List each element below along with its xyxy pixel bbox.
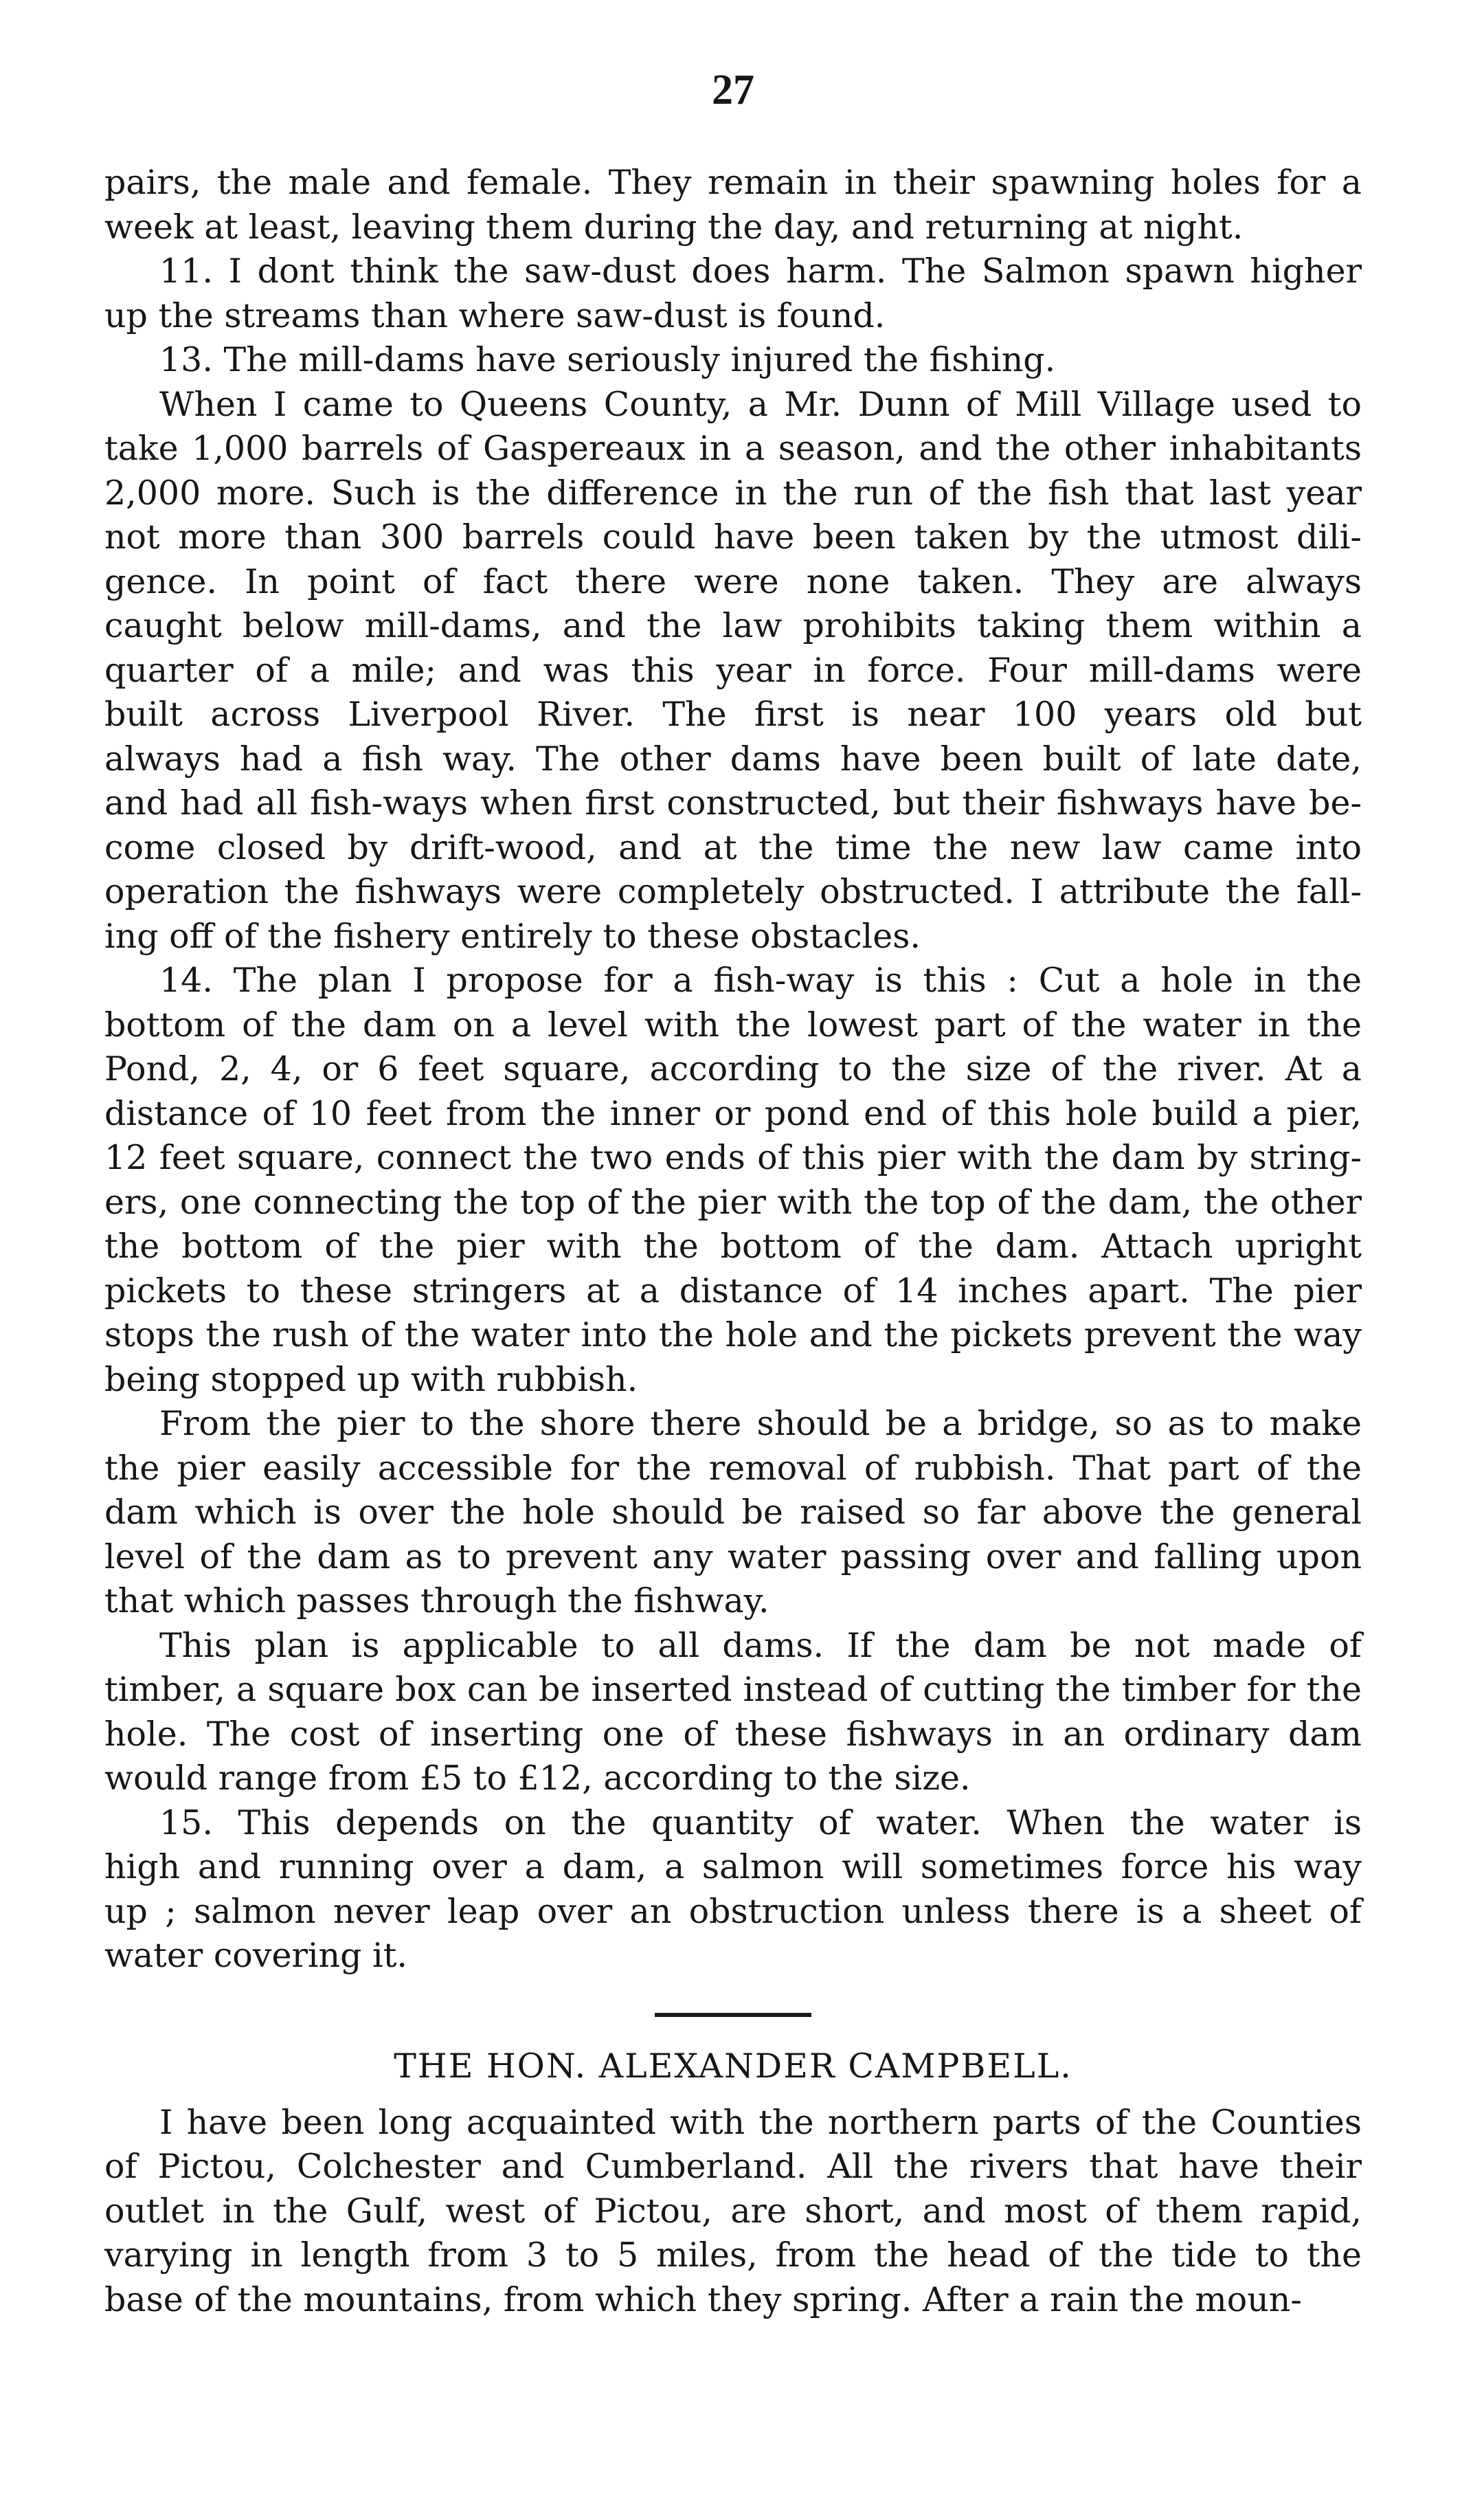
text-line: up the streams than where saw-dust is found. [104,295,886,335]
text-line: up ; salmon never leap over an obstruction unless there is a sheet of [104,1891,1362,1931]
paragraph [104,338,1362,383]
paragraph [104,1801,1362,1978]
text-line: ing off of the fishery entirely to these obstacles. [104,916,921,956]
text-line: not more than 300 barrels could have been taken by the utmost dili- [104,517,1362,557]
text-line: pickets to these stringers at a distance of 14 inches apart. The pier [104,1271,1362,1311]
text-line: quarter of a mile; and was this year in force. Four mill-dams were [104,650,1362,690]
paragraph [104,161,1362,249]
paragraph [104,959,1362,1402]
text-line: base of the mountains, from which they spring. After a rain the moun- [104,2279,1302,2319]
text-line: would range from £5 to £12, according to the size. [104,1759,971,1798]
text-line: dam which is over the hole should be raised so far above the general [104,1493,1362,1532]
body-text-block [104,161,1362,1978]
text-line: 13. The mill-dams have seriously injured the fishing. [159,340,1056,379]
text-line: distance of 10 feet from the inner or pond end of this hole build a pier, [104,1093,1362,1133]
text-line: 15. This depends on the quantity of water. When the water is [159,1803,1362,1842]
text-line: of Pictou, Colchester and Cumberland. All the rivers that have their [104,2147,1362,2186]
text-line: the pier easily accessible for the removal of rubbish. That part of the [104,1448,1362,1488]
text-line: ers, one connecting the top of the pier with the top of the dam, the other [104,1182,1362,1222]
text-line: built across Liverpool River. The first is near 100 years old but [104,695,1362,734]
text-line: timber, a square box can be inserted instead of cutting the timber for the [104,1670,1362,1709]
text-line: week at least, leaving them during the day, and returning at night. [104,207,1244,247]
text-line: come closed by drift-wood, and at the time the new law came into [104,827,1362,867]
text-line: operation the fishways were completely obstructed. I attribute the fall- [104,872,1362,911]
text-line: high and running over a dam, a salmon will sometimes force his way [104,1847,1362,1886]
section-heading: THE HON. ALEXANDER CAMPBELL. [394,2046,1072,2086]
text-line: 12 feet square, connect the two ends of this pier with the dam by string- [104,1138,1362,1177]
text-line: pairs, the male and female. They remain in their spawning holes for a [104,163,1362,202]
page-number: 27 [712,67,754,113]
text-line: caught below mill-dams, and the law prohibits taking them within a [104,606,1362,645]
text-line: When I came to Queens County, a Mr. Dunn of Mill Village used to [159,384,1362,424]
text-line: stops the rush of the water into the hole and the pickets prevent the way [104,1315,1362,1354]
text-line: This plan is applicable to all dams. If the dam be not made of [159,1625,1362,1665]
text-line: take 1,000 barrels of Gaspereaux in a season, and the other inhabitants [104,429,1362,468]
text-line: I have been long acquainted with the northern parts of the Counties [159,2102,1362,2142]
text-line: bottom of the dam on a level with the lowest part of the water in the [104,1005,1362,1045]
text-line: level of the dam as to prevent any water passing over and falling upon [104,1537,1362,1576]
paragraph [104,1624,1362,1801]
text-line: 2,000 more. Such is the difference in the run of the fish that last year [104,473,1362,513]
text-line: being stopped up with rubbish. [104,1359,638,1399]
paragraph [104,2101,1362,2323]
document-page [104,66,1362,2322]
text-line: hole. The cost of inserting one of these fishways in an ordinary dam [104,1714,1362,1754]
text-line: that which passes through the fishway. [104,1581,769,1620]
paragraph [104,383,1362,959]
text-line: 11. I dont think the saw-dust does harm. The Salmon spawn higher [159,252,1362,291]
text-line: the bottom of the pier with the bottom of the dam. Attach upright [104,1227,1362,1266]
paragraph [104,249,1362,338]
text-line: outlet in the Gulf, west of Pictou, are short, and most of them rapid, [104,2191,1362,2231]
paragraph [104,1402,1362,1624]
text-line: gence. In point of fact there were none taken. They are always [104,561,1362,601]
text-line: water covering it. [104,1936,407,1975]
text-line: 14. The plan I propose for a fish-way is this : Cut a hole in the [159,961,1362,1000]
section-divider-rule [655,2013,811,2017]
text-line: From the pier to the shore there should be a bridge, so as to make [159,1404,1362,1443]
text-line: varying in length from 3 to 5 miles, from the head of the tide to the [104,2235,1362,2275]
text-line: Pond, 2, 4, or 6 feet square, according to the size of the river. At a [104,1049,1362,1089]
text-line: and had all fish-ways when first constructed, but their fishways have be- [104,783,1362,823]
body-text-block-campbell [104,2101,1362,2323]
text-line: always had a fish way. The other dams have been built of late date, [104,739,1362,779]
